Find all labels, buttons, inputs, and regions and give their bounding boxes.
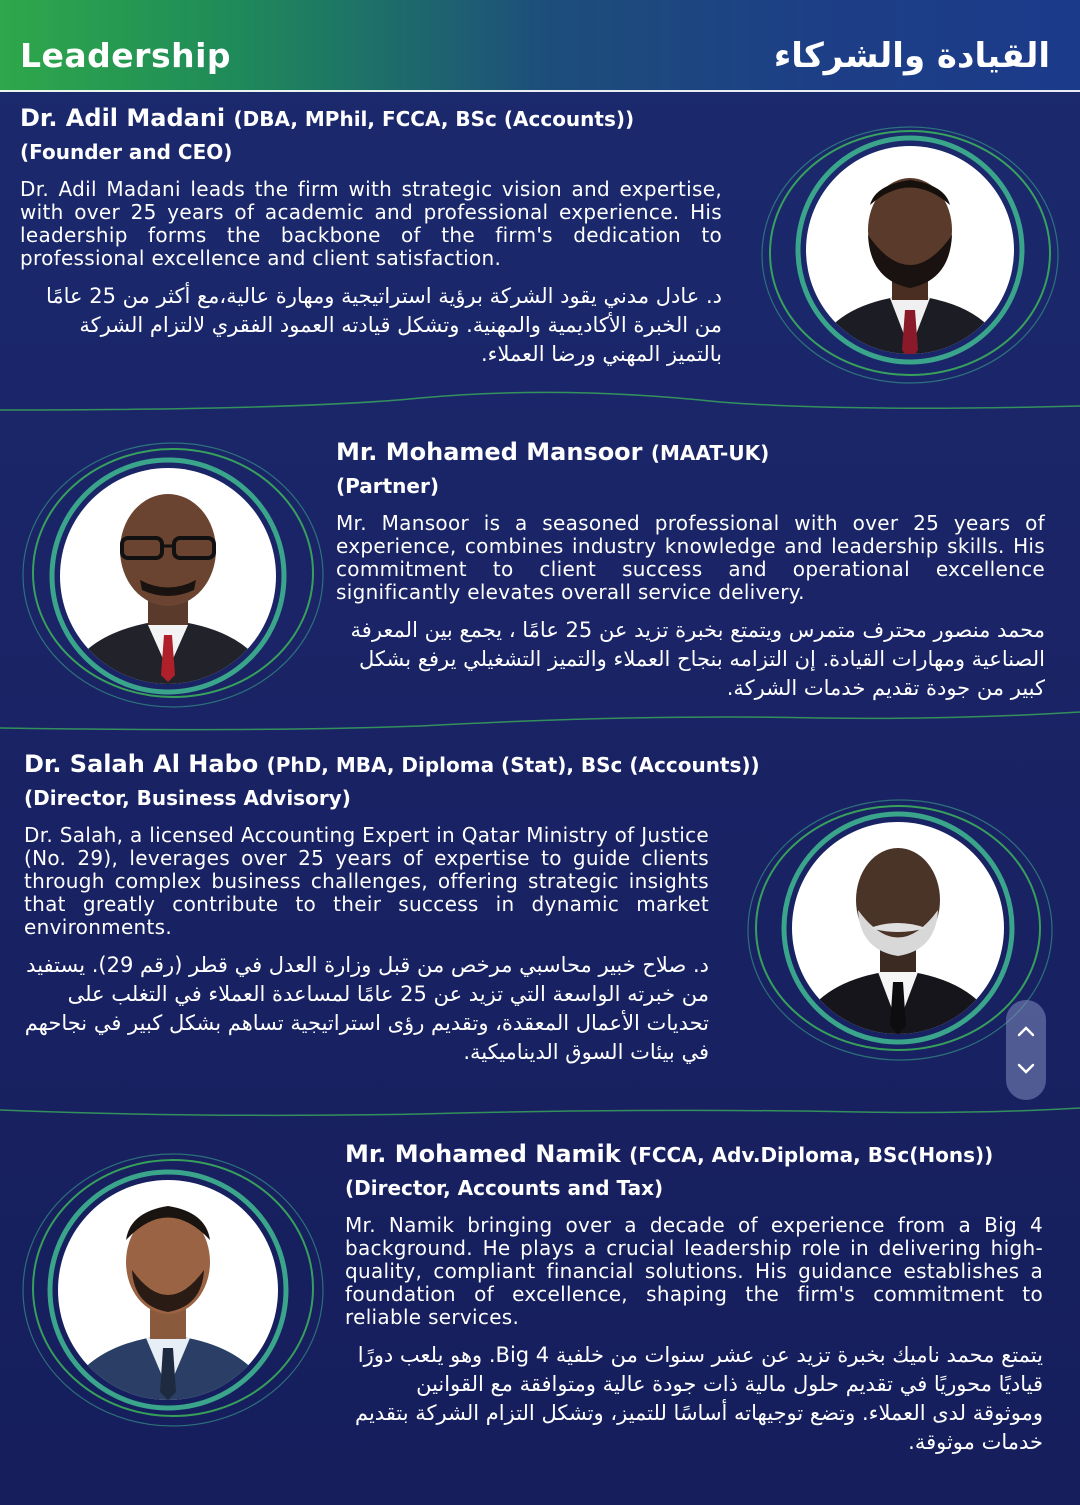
leader-name: Dr. Salah Al Habo: [24, 750, 259, 778]
divider-wave: [0, 1090, 1080, 1130]
leader-role: (Partner): [336, 474, 439, 498]
leader-card-namik: [345, 1140, 1043, 1457]
chevron-down-icon[interactable]: [1016, 1058, 1036, 1078]
header-banner: [0, 0, 1080, 92]
leader-bio-ar: د. صلاح خبير محاسبي مرخص من قبل وزارة العدل في قطر (رقم 29). يستفيد من خبرته الواسعة التي تزيد عن 25 عامًا لمساعدة العملاء في التغلب على تحديات الأعمال المعقدة، وتقديم رؤى استراتيجية تساهم بشكل كبير في نجاحهم في بيئات السوق الديناميكية.: [24, 953, 709, 1064]
leader-bio-en: Mr. Namik bringing over a decade of experience from a Big 4 background. He plays a crucial leadership role in delivering high-quality, compliant financial solutions. His guidance establishes a foundation of excellence, shaping the firm's commitment to reliable services.: [345, 1213, 1043, 1329]
page-title-ar: القيادة والشركاء: [773, 36, 1050, 76]
divider-wave: [0, 380, 1080, 420]
chevron-up-icon[interactable]: [1016, 1022, 1036, 1042]
leader-name-line: [336, 438, 1045, 466]
leader-bio-en: Dr. Salah, a licensed Accounting Expert in Qatar Ministry of Justice (No. 29), leverages over 25 years of expertise to guide clients through complex business challenges, offering strategic insights that greatly contribute to their success in dynamic market environments.: [24, 823, 709, 939]
leader-role: (Director, Accounts and Tax): [345, 1176, 664, 1200]
leader-name-line: [345, 1140, 1043, 1168]
leader-role: (Founder and CEO): [20, 140, 233, 164]
portrait-madani: [760, 120, 1060, 390]
leader-bio-en: Dr. Adil Madani leads the firm with strategic vision and expertise, with over 25 years of academic and professional experience. His leadership forms the backbone of the firm's dedication to professional excellence and client satisfaction.: [20, 177, 722, 270]
page-scroll-control[interactable]: [1006, 1000, 1046, 1100]
leader-credentials: (PhD, MBA, Diploma (Stat), BSc (Accounts)): [266, 753, 760, 777]
portrait-mansoor: [18, 430, 328, 720]
leader-card-madani: [20, 104, 722, 369]
page-title-en: Leadership: [20, 36, 232, 75]
divider-wave: [0, 700, 1080, 740]
leader-card-mansoor: [336, 438, 1045, 703]
leader-name-line: [20, 104, 722, 132]
leader-credentials: (FCCA, Adv.Diploma, BSc(Hons)): [629, 1143, 994, 1167]
leader-name: Dr. Adil Madani: [20, 104, 226, 132]
leader-credentials: (MAAT-UK): [650, 441, 770, 465]
leader-bio-ar: محمد منصور محترف متمرس ويتمتع بخبرة تزيد عن 25 عامًا ، يجمع بين المعرفة الصناعية ومهارات القيادة. إن التزامه بنجاح العملاء والتميز التشغيلي يرفع بشكل كبير من جودة تقديم خدمات الشركة.: [350, 618, 1045, 700]
leader-role: (Director, Business Advisory): [24, 786, 351, 810]
header-divider: [0, 90, 1080, 92]
leader-name-line: [24, 750, 760, 778]
leader-credentials: (DBA, MPhil, FCCA, BSc (Accounts)): [233, 107, 635, 131]
leader-name: Mr. Mohamed Mansoor: [336, 438, 643, 466]
leader-bio-en: Mr. Mansoor is a seasoned professional with over 25 years of experience, combines industry knowledge and leadership skills. His commitment to client success and operational excellence significantly elevates overall service delivery.: [336, 511, 1045, 604]
portrait-namik: [18, 1140, 328, 1440]
leader-name: Mr. Mohamed Namik: [345, 1140, 621, 1168]
leader-card-habo: [24, 750, 760, 1067]
leader-bio-ar: يتمتع محمد ناميك بخبرة تزيد عن عشر سنوات من خلفية Big 4. وهو يلعب دورًا قياديًا محوريًا في تقديم حلول مالية ذات جودة عالية ومتوافقة مع القوانين وموثوقة لدى العملاء. وتضع توجيهاته أساسًا للتميز، وتشكل التزام الشركة بتقديم خدمات موثوقة.: [354, 1343, 1043, 1454]
leader-bio-ar: د. عادل مدني يقود الشركة برؤية استراتيجية ومهارة عالية،مع أكثر من 25 عامًا من الخبرة الأكاديمية والمهنية. وتشكل قيادته العمود الفقري لالتزام الشركة بالتميز المهني ورضا العملاء.: [45, 284, 722, 366]
